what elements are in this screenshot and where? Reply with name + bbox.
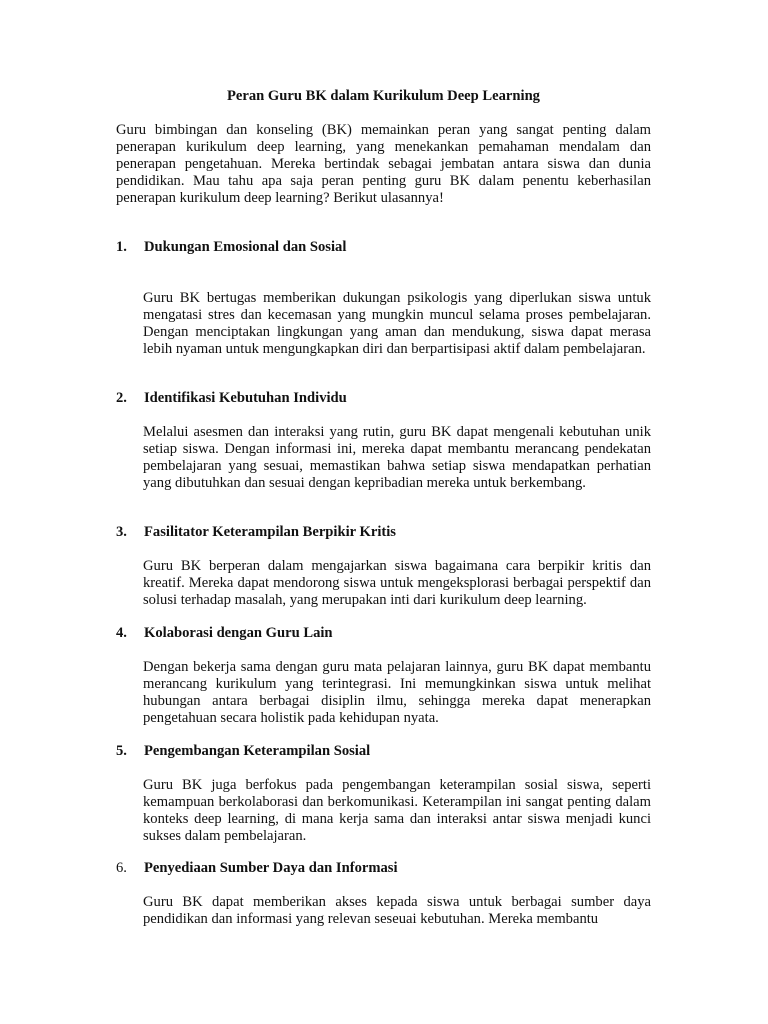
section-body-3: Guru BK berperan dalam mengajarkan siswa bagaimana cara berpikir kritis dan kreatif. Mereka dapat mendorong siswa untuk mengeksplorasi berbagai perspektif dan solusi terhadap masalah, yang merupakan inti dari kurikulum deep learning. bbox=[143, 558, 651, 608]
section-number: 6. bbox=[116, 860, 127, 876]
section-number: 3. bbox=[116, 524, 127, 540]
section-number: 1. bbox=[116, 239, 127, 255]
section-heading-text: Kolaborasi dengan Guru Lain bbox=[144, 625, 333, 641]
section-heading-text: Pengembangan Keterampilan Sosial bbox=[144, 743, 371, 759]
intro-paragraph: Guru bimbingan dan konseling (BK) memainkan peran yang sangat penting dalam penerapan kurikulum deep learning, yang menekankan pemahaman mendalam dan penerapan pengetahuan. Mereka bertindak sebagai jembatan antara siswa dan dunia pendidikan. Mau tahu apa saja peran penting guru BK dalam penentu keberhasilan penerapan kurikulum deep learning? Berikut ulasannya! bbox=[116, 122, 651, 206]
section-heading-text: Fasilitator Keterampilan Berpikir Kritis bbox=[144, 524, 396, 540]
section-body-2: Melalui asesmen dan interaksi yang rutin, guru BK dapat mengenali kebutuhan unik setiap siswa. Dengan informasi ini, mereka dapat membantu merancang pendekatan pembelajaran yang sesuai, memastikan bahwa setiap siswa mendapatkan perhatian yang dibutuhkan dan sesuai dengan kepribadian mereka untuk berkembang. bbox=[143, 424, 651, 491]
section-heading-text: Penyediaan Sumber Daya dan Informasi bbox=[144, 860, 398, 876]
section-heading-text: Identifikasi Kebutuhan Individu bbox=[144, 390, 347, 406]
section-number: 5. bbox=[116, 743, 127, 759]
section-number: 2. bbox=[116, 390, 127, 406]
section-body-6: Guru BK dapat memberikan akses kepada siswa untuk berbagai sumber daya pendidikan dan informasi yang relevan seseuai kebutuhan. Mereka membantu bbox=[143, 894, 651, 927]
section-number: 4. bbox=[116, 625, 127, 641]
document-title: Peran Guru BK dalam Kurikulum Deep Learning bbox=[227, 88, 540, 104]
section-heading-text: Dukungan Emosional dan Sosial bbox=[144, 239, 347, 255]
section-body-1: Guru BK bertugas memberikan dukungan psikologis yang diperlukan siswa untuk mengatasi stres dan kecemasan yang mungkin muncul selama proses pembelajaran. Dengan menciptakan lingkungan yang aman dan mendukung, siswa dapat merasa lebih nyaman untuk mengungkapkan diri dan berpartisipasi aktif dalam pembelajaran. bbox=[143, 290, 651, 357]
section-body-5: Guru BK juga berfokus pada pengembangan keterampilan sosial siswa, seperti kemampuan berkolaborasi dan berkomunikasi. Keterampilan ini sangat penting dalam konteks deep learning, di mana kerja sama dan interaksi antar siswa menjadi kunci sukses dalam pembelajaran. bbox=[143, 777, 651, 844]
section-body-4: Dengan bekerja sama dengan guru mata pelajaran lainnya, guru BK dapat membantu merancang kurikulum yang terintegrasi. Ini memungkinkan siswa untuk melihat hubungan antara berbagai disiplin ilmu, sehingga mereka dapat menerapkan pengetahuan secara holistik pada kehidupan nyata. bbox=[143, 659, 651, 726]
